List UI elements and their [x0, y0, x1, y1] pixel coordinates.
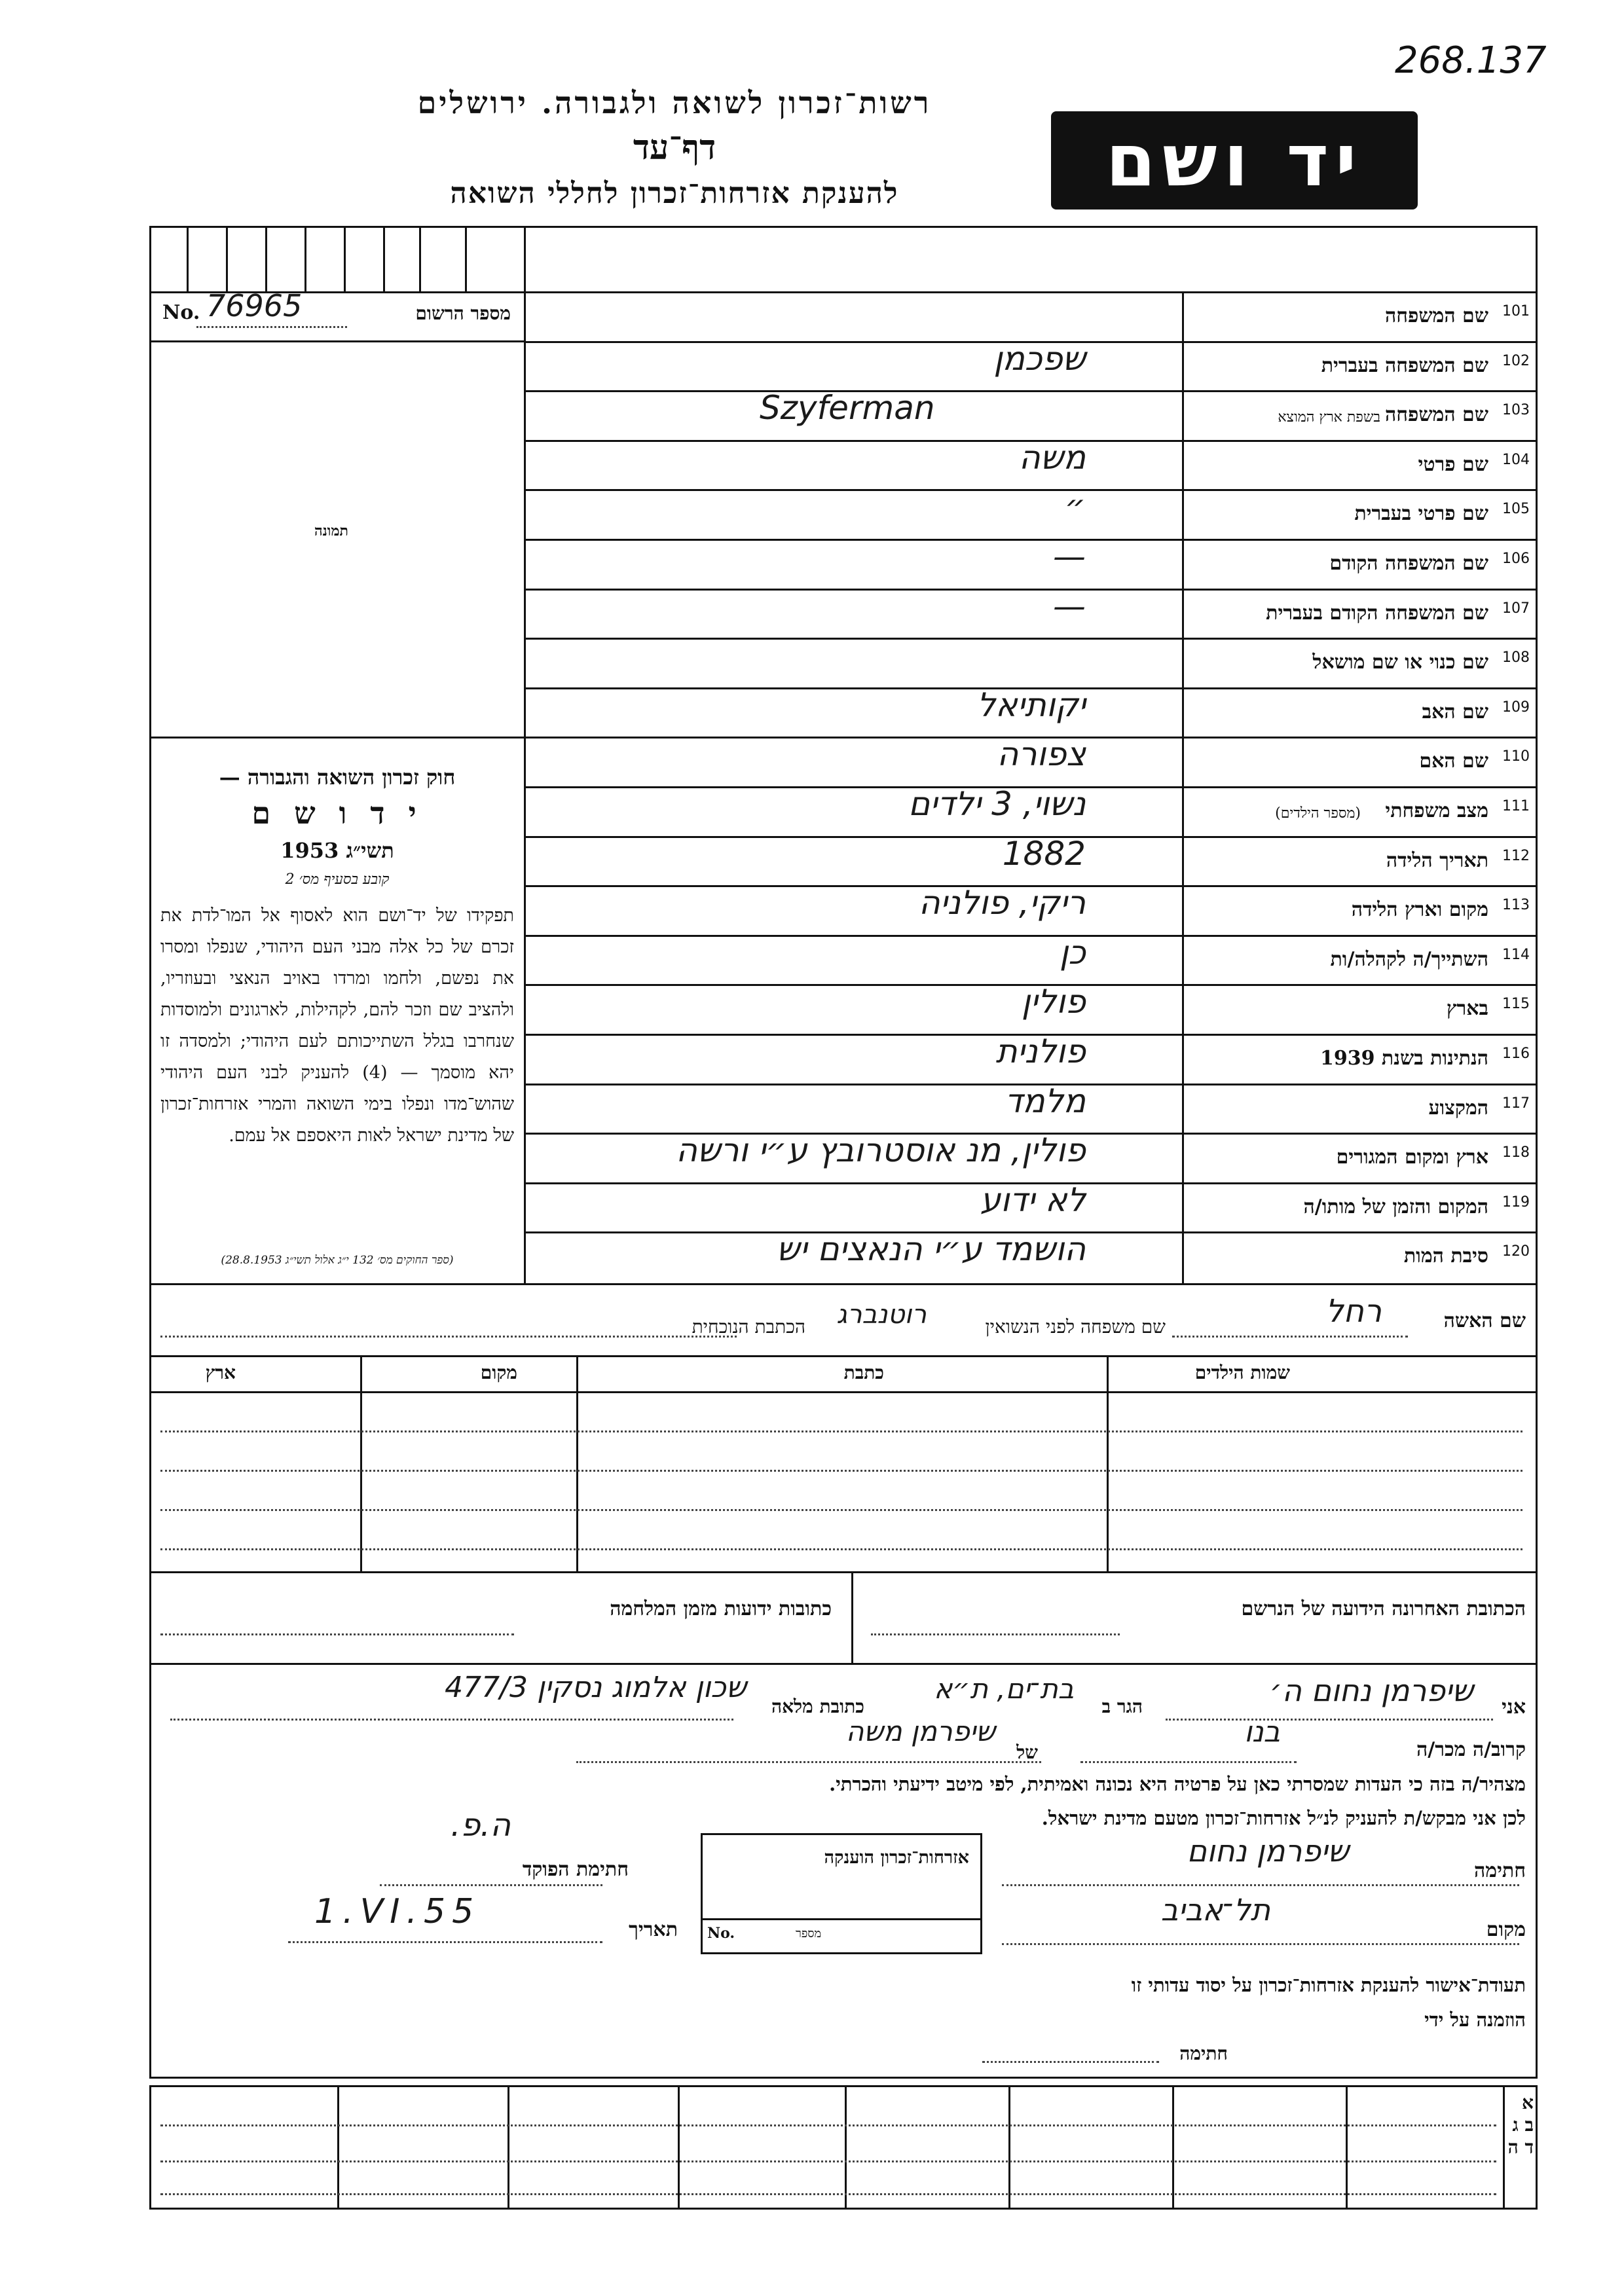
field-number: 106	[1502, 551, 1530, 567]
relation: בנו	[1244, 1715, 1280, 1749]
ref-number: 268.137	[1395, 39, 1547, 82]
side-letters: א ב ג ד ה	[1507, 2092, 1534, 2158]
field-label: שם פרטי	[1418, 453, 1488, 476]
field-label: השתייך/ה לקהלה/ות	[1330, 948, 1488, 971]
place: תל־אביב	[1160, 1892, 1270, 1927]
field-value: פולנית	[995, 1032, 1086, 1070]
authority-line: רשות־זכרון לשואה ולגבורה. ירושלים	[417, 85, 932, 120]
field-label: שם המשפחה בעברית	[1321, 354, 1488, 377]
field-number: 103	[1502, 402, 1530, 418]
field-value: —	[1053, 587, 1086, 625]
field-label: שם המשפחה	[1384, 304, 1488, 327]
field-value: ריקי, פולניה	[919, 884, 1086, 922]
field-value: —	[1053, 538, 1086, 575]
of-name: שיפרמן משה	[845, 1715, 995, 1747]
children-header-country: ארץ	[205, 1362, 236, 1383]
field-row-111	[524, 786, 1538, 836]
field-value: לא ידוע	[980, 1181, 1086, 1219]
date-label: תאריך	[629, 1918, 678, 1941]
stamp-no-label: No.	[707, 1925, 735, 1942]
registration-no-label: No.	[162, 301, 200, 324]
children-header-place: מקום	[480, 1362, 517, 1383]
field-value: נשוי, 3 ילדים	[908, 785, 1086, 823]
declarant-name: שיפרמן נחום ה׳	[1269, 1673, 1473, 1708]
field-value: שפכמן	[993, 340, 1086, 378]
field-label: המקצוע	[1428, 1097, 1488, 1120]
declaration-request: לכן אני מבקש/ת להעניק לנ״ל אזרחות־זכרון מטעם מדינת ישראל.	[1041, 1807, 1526, 1829]
officer-signature: ה.פ.	[451, 1807, 511, 1844]
stamp-number-label: מספר	[796, 1927, 822, 1941]
field-number: 112	[1502, 848, 1530, 864]
field-number: 111	[1502, 798, 1530, 814]
full-address-label: כתובת מלאה	[771, 1696, 864, 1717]
field-row-118	[524, 1133, 1538, 1182]
full-address: שכון אלמוג נסקין 477/3	[445, 1671, 747, 1704]
field-number: 116	[1502, 1046, 1530, 1062]
field-value: 1882	[1002, 835, 1086, 873]
field-value: פולין, מנ אוסטרובץ ע״י ורשה	[676, 1131, 1086, 1169]
last-known-address-label: הכתובת האחרונה הידועה של הנרשם	[1241, 1597, 1526, 1620]
field-label-note: (מספר הילדים)	[1275, 805, 1361, 822]
certificate-line-1: תעודת־אישור להענקת אזרחות־זכרון על יסוד עדותי זו	[1131, 1974, 1526, 1996]
field-number: 107	[1502, 600, 1530, 617]
field-number: 101	[1502, 303, 1530, 319]
officer-signature-label: חתימת הפוקד	[522, 1858, 629, 1881]
date: 1.VI.55	[314, 1892, 481, 1931]
field-label: מקום וארץ הלידה	[1351, 898, 1488, 921]
field-number: 118	[1502, 1144, 1530, 1161]
signature-label: חתימה	[1474, 1859, 1526, 1882]
wife-maiden-label: שם משפחה לפני הנשואין	[985, 1316, 1166, 1338]
field-label: המקום והזמן של מותו/ה	[1303, 1195, 1488, 1218]
children-header-address: כתבת	[843, 1362, 884, 1383]
registration-number: 76965	[206, 288, 303, 323]
field-row-101	[524, 291, 1538, 341]
field-label: מצב משפחתי	[1385, 799, 1488, 822]
field-value: מלמד	[1005, 1082, 1086, 1120]
wife-maiden-name: רוטנברג	[836, 1300, 927, 1330]
field-row-112	[524, 836, 1538, 886]
document-subtitle: להענקת אזרחות־זכרון לחללי השואה	[450, 177, 899, 210]
field-label: שם פרטי בעברית	[1354, 502, 1488, 525]
field-row-115	[524, 984, 1538, 1034]
field-number: 113	[1502, 897, 1530, 913]
field-label-note: בשפת ארץ המוצא	[1278, 409, 1380, 426]
wife-name: רחל	[1325, 1293, 1382, 1330]
field-number: 115	[1502, 996, 1530, 1012]
field-value: ״	[1064, 488, 1086, 526]
war-time-addresses-label: כתובות ידועות מזמן המלחמה	[610, 1597, 832, 1620]
field-row-110	[524, 737, 1538, 786]
law-title-1: חוק זכרון השואה והגבורה —	[219, 765, 456, 790]
field-row-107	[524, 589, 1538, 638]
law-title-2: י ד ו ש ם	[251, 795, 423, 831]
declaration-statement: מצהיר/ה בזה כי העדות שמסרתי כאן על פרטיה היא נכונה ואמיתית, לפי מיטב ידיעתי והכרתי.	[829, 1773, 1526, 1795]
document-title: דף־עד	[633, 128, 716, 168]
field-number: 119	[1502, 1194, 1530, 1211]
lives-in: בת־ים, ת״א	[934, 1673, 1074, 1705]
relative-label: קרוב/ה מכר/ה	[1416, 1738, 1526, 1761]
law-footnote: (ספר החוקים מס׳ 132 י״ג אלול תשי״ג 28.8.1953)	[221, 1254, 454, 1267]
field-value: פולין	[1021, 983, 1086, 1021]
declarant-prefix: אני	[1502, 1696, 1526, 1719]
field-label: הנתינות בשנת 1939	[1320, 1047, 1488, 1070]
field-number: 102	[1502, 353, 1530, 369]
certificate-line-2: הוזמנה על ידי	[1424, 2009, 1526, 2031]
field-value: יקותיאל	[976, 686, 1086, 724]
wife-address-label: הכתבת הנוכחית	[692, 1316, 805, 1338]
field-value: צפורה	[997, 735, 1086, 773]
field-value: משה	[1018, 439, 1086, 477]
photo-label: תמונה	[314, 522, 348, 539]
field-value: כן	[1059, 934, 1086, 972]
wife-name-label: שם האשה	[1443, 1309, 1526, 1332]
field-row-108	[524, 638, 1538, 687]
field-number: 114	[1502, 947, 1530, 963]
field-label: שם כנוי או שם מושאל	[1312, 651, 1488, 674]
field-row-109	[524, 687, 1538, 737]
field-label: שם המשפחה הקודם	[1329, 552, 1488, 575]
logo-text: יד ושם	[1105, 118, 1363, 202]
field-number: 110	[1502, 748, 1530, 765]
law-title-3: תשי״ג 1953	[280, 838, 394, 863]
law-body: תפקידו של יד־ושם הוא לאסוף אל המו־לדת את זכרם של כל אלה מבני העם היהודי, שנפלו ומסרו את נפשם, ולחמו ומרדו באויב הנאצי ובעוזריו, ולהציב שם וזכר להם, לקהילות, לארגונים ולמוסדות שנחרבו בגלל השתייכותם לעם היהודי; ולמסדה זו יהא מוסמך — (4) להעניק לבני העם היהודי שהוש־מדו ונפלו בימי השואה והמרי אזרחות־זכרון של מדינת ישראל לאות היאספם אל עמם.	[160, 905, 514, 1146]
field-row-114	[524, 935, 1538, 985]
field-row-116	[524, 1034, 1538, 1084]
field-row-117	[524, 1084, 1538, 1133]
stamp-title: אזרחות־זכרון הוענקה	[824, 1848, 969, 1868]
field-row-119	[524, 1182, 1538, 1232]
field-row-120	[524, 1231, 1538, 1281]
field-number: 120	[1502, 1243, 1530, 1260]
field-label: סיבת המות	[1403, 1245, 1488, 1267]
field-row-103	[524, 390, 1538, 440]
field-row-104	[524, 440, 1538, 490]
field-label: שם המשפחה	[1384, 403, 1488, 426]
place-label: מקום	[1486, 1918, 1526, 1941]
law-title-4: קובע בסעיף מס׳ 2	[285, 871, 390, 888]
field-row-102	[524, 341, 1538, 391]
field-label: בארץ	[1446, 997, 1488, 1020]
lives-in-label: הגר ב	[1101, 1696, 1143, 1717]
field-label: שם האב	[1422, 701, 1488, 723]
declarant-signature: שיפרמן נחום	[1187, 1833, 1349, 1868]
field-value: הושמד ע״י הנאצים יש	[776, 1230, 1086, 1268]
field-label: תאריך הלידה	[1386, 849, 1488, 872]
field-number: 105	[1502, 501, 1530, 517]
yad-vashem-logo	[1051, 111, 1418, 210]
office-use-strip	[149, 2085, 1538, 2210]
field-label: שם המשפחה הקודם בעברית	[1266, 602, 1488, 625]
field-row-113	[524, 885, 1538, 935]
field-number: 117	[1502, 1095, 1530, 1112]
registration-label: מספר הרשום	[415, 302, 511, 324]
field-number: 109	[1502, 699, 1530, 716]
certificate-sign-label: חתימה	[1179, 2043, 1228, 2064]
field-number: 108	[1502, 649, 1530, 666]
field-value: Szyferman	[760, 389, 935, 427]
field-row-105	[524, 489, 1538, 539]
of-label: של	[1016, 1741, 1038, 1763]
children-header-names: שמות הילדים	[1194, 1362, 1290, 1383]
field-row-106	[524, 539, 1538, 589]
field-label: ארץ ומקום המגורים	[1336, 1146, 1488, 1169]
field-label: שם האם	[1419, 750, 1488, 773]
field-number: 104	[1502, 452, 1530, 468]
